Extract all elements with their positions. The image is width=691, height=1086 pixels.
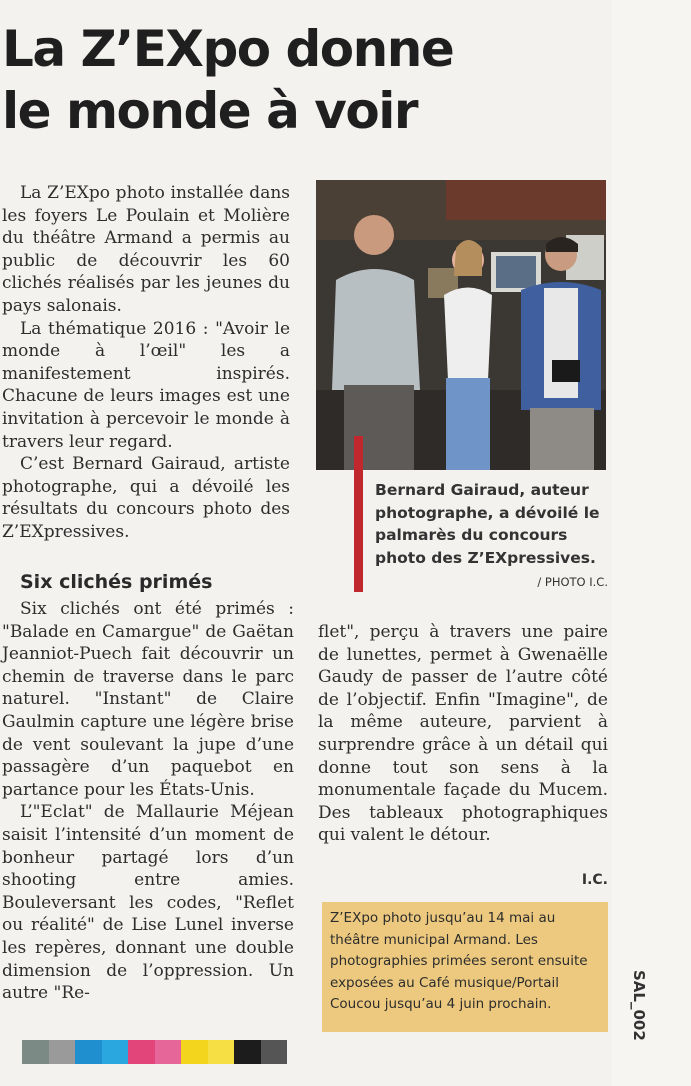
color-swatch [181, 1040, 208, 1064]
paragraph: La thématique 2016 : "Avoir le monde à l’œil" les a manifestement inspirés. Chacune de leurs images est une invitation à percevoir le monde à travers leur regard. [2, 318, 290, 452]
headline-line-1: La Z’EXpo donne [2, 20, 454, 78]
page-margin [612, 0, 691, 1086]
photo-illustration [316, 180, 606, 470]
paragraph: C’est Bernard Gairaud, artiste photographe, qui a dévoilé les résultats du concours photo des Z’EXpressives. [2, 454, 290, 542]
color-swatch [22, 1040, 49, 1064]
color-swatch [49, 1040, 76, 1064]
color-swatch [75, 1040, 102, 1064]
caption-accent-bar [354, 436, 363, 592]
color-swatch [128, 1040, 155, 1064]
photo-credit: / PHOTO I.C. [537, 575, 608, 589]
headline-line-2: le monde à voir [2, 82, 417, 140]
column-1-bottom [2, 598, 294, 1005]
paragraph: flet", perçu à travers une paire de lunettes, permet à Gwenaëlle Gaudy de passer de l’autre côté de l’objectif. Enfin "Imagine", de la même auteure, parvient à surprendre grâce à un détail qui donne tout son sens à la monumentale façade du Mucem. Des tableaux photographiques qui valent le détour. [318, 622, 608, 846]
paragraph: La Z’EXpo photo installée dans les foyers Le Poulain et Molière du théâtre Armand a permis au public de découvrir les 60 clichés réalisés par les jeunes du pays salonais. [2, 183, 290, 316]
photo-caption: Bernard Gairaud, auteur photographe, a dévoilé le palmarès du concours photo des Z’EXpressives. [375, 481, 600, 567]
column-1-top [2, 182, 290, 544]
section-subheading: Six clichés primés [20, 571, 213, 593]
print-color-bar [22, 1040, 287, 1064]
color-swatch [261, 1040, 288, 1064]
color-swatch [234, 1040, 261, 1064]
color-swatch [155, 1040, 182, 1064]
author-signature: I.C. [581, 872, 608, 888]
page-code: SAL_002 [630, 970, 648, 1041]
color-swatch [208, 1040, 235, 1064]
paragraph: L’"Eclat" de Mallaurie Méjean saisit l’intensité d’un moment de bonheur partagé lors d’un shooting entre amies. Bouleversant les codes, "Reflet ou réalité" de Lise Lunel inverse les repères, donnant une double dimension de l’oppression. Un autre "Re- [2, 802, 294, 1004]
column-2 [318, 621, 608, 847]
article-photo [316, 180, 606, 470]
article-headline [2, 18, 602, 142]
color-swatch [102, 1040, 129, 1064]
info-box: Z’EXpo photo jusqu’au 14 mai au théâtre municipal Armand. Les photographies primées seront ensuite exposées au Café musique/Portail Coucou jusqu’au 4 juin prochain. [322, 902, 608, 1032]
paragraph: Six clichés ont été primés : "Balade en Camargue" de Gaëtan Jeanniot-Puech fait découvrir un chemin de traverse dans le parc naturel. "Instant" de Claire Gaulmin capture une légère brise de vent soulevant la jupe d’une passagère d’un paquebot en partance pour les États-Unis. [2, 599, 294, 800]
